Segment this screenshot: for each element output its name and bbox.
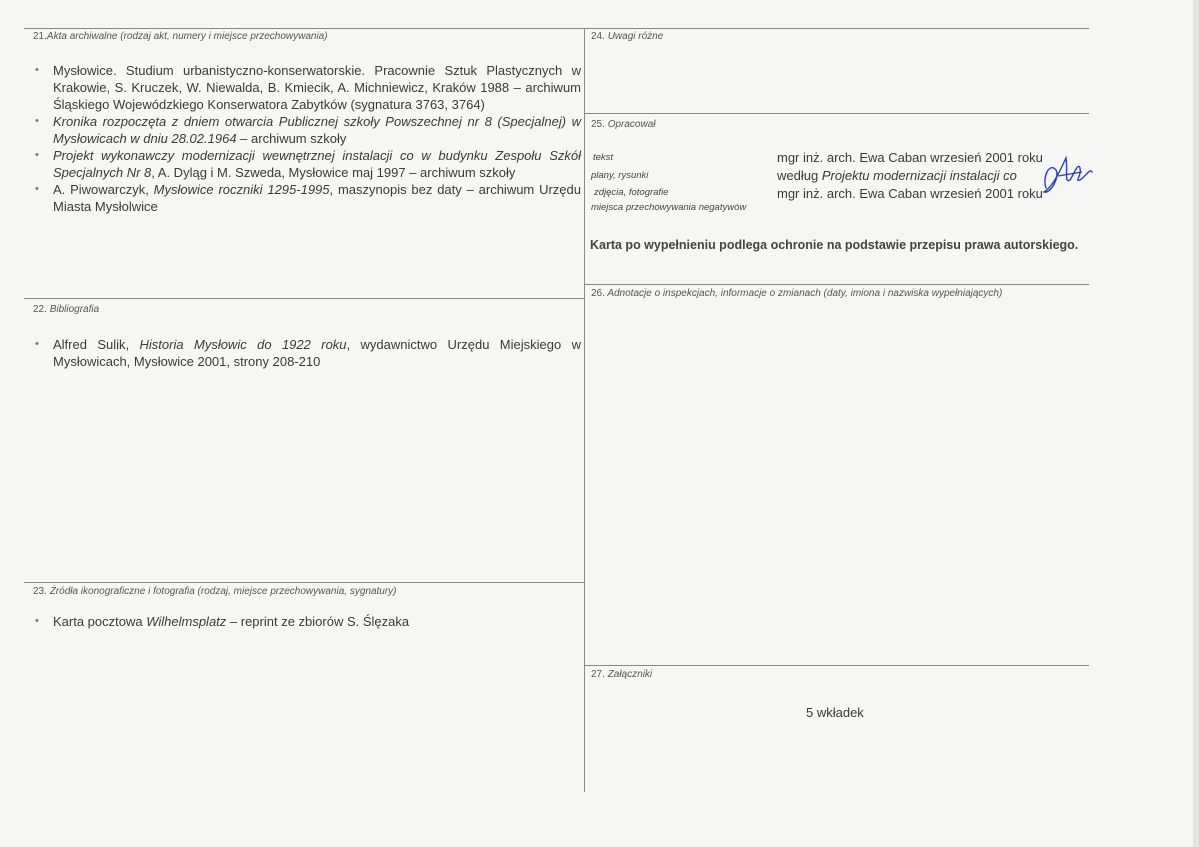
section-27-label: Załączniki bbox=[607, 669, 653, 680]
section-25-title bbox=[591, 119, 656, 130]
section-22-number: 22. bbox=[33, 304, 47, 315]
plany-label: plany, rysunki bbox=[591, 170, 649, 181]
section-26-number: 26. bbox=[591, 288, 605, 299]
section-24-number: 24. bbox=[591, 31, 605, 42]
archive-item-2: • Kronika rozpoczęta z dniem otwarcia Publicznej szkoły Powszechnej nr 8 (Specjalnej) w Mysłowicach w dniu 28.02.1964 – archiwum szkoły bbox=[33, 113, 581, 147]
section-21-list bbox=[33, 62, 581, 215]
plany-value: według Projektu modernizacji instalacji co bbox=[777, 168, 1017, 183]
tekst-label: tekst bbox=[593, 152, 614, 163]
section-21-label: Akta archiwalne (rodzaj akt, numery i miejsce przechowywania) bbox=[46, 31, 328, 42]
section-23-title bbox=[33, 586, 397, 597]
section-25-label: Opracował bbox=[607, 119, 656, 130]
section-27-number: 27. bbox=[591, 669, 605, 680]
section-22-title bbox=[33, 304, 99, 315]
archive-item-1: • Mysłowice. Studium urbanistyczno-konserwatorskie. Pracownie Sztuk Plastycznych w Krakowie, S. Kruczek, W. Niewalda, B. Kmiecik, A. Michniewicz, Kraków 1988 – archiwum Śląskiego Wojewódzkiego Konserwatora Zabytków (sygnatura 3763, 3764) bbox=[33, 62, 581, 113]
bibliography-item-1: • Alfred Sulik, Historia Mysłowic do 1922 roku, wydawnictwo Urzędu Miejskiego w Mysłowicach, Mysłowice 2001, strony 208-210 bbox=[33, 336, 581, 370]
center-divider bbox=[584, 28, 585, 792]
top-rule-left bbox=[24, 28, 584, 29]
section-23-label: Źródła ikonograficzne i fotografia (rodzaj, miejsce przechowywania, sygnatury) bbox=[49, 586, 397, 597]
rule-21-22 bbox=[24, 298, 584, 299]
section-21-number: 21. bbox=[33, 31, 47, 42]
tekst-value: mgr inż. arch. Ewa Caban wrzesień 2001 roku bbox=[777, 150, 1043, 165]
zdjecia-value: mgr inż. arch. Ewa Caban wrzesień 2001 roku bbox=[777, 186, 1043, 201]
rule-25-26 bbox=[585, 284, 1089, 285]
section-27-title bbox=[591, 669, 652, 680]
section-24-title bbox=[591, 31, 663, 42]
rule-22-23 bbox=[24, 582, 584, 583]
zdjecia-label: zdjęcia, fotografie bbox=[594, 187, 669, 198]
archive-item-4: • A. Piwowarczyk, Mysłowice roczniki 1295-1995, maszynopis bez daty – archiwum Urzędu Miasta Mysłolwice bbox=[33, 181, 581, 215]
section-23-number: 23. bbox=[33, 586, 47, 597]
rule-24-25 bbox=[585, 113, 1089, 114]
iconography-item-1: • Karta pocztowa Wilhelmsplatz – reprint ze zbiorów S. Ślęzaka bbox=[33, 613, 581, 630]
section-21-title bbox=[33, 31, 328, 42]
paper-edge bbox=[1193, 0, 1199, 847]
section-22-label: Bibliografia bbox=[49, 304, 100, 315]
section-23-list bbox=[33, 613, 581, 630]
attachments-value: 5 wkładek bbox=[806, 705, 864, 720]
signature-icon bbox=[1040, 150, 1096, 206]
top-rule-right bbox=[585, 28, 1089, 29]
section-26-label: Adnotacje o inspekcjach, informacje o zmianach (daty, imiona i nazwiska wypełniających) bbox=[607, 288, 1003, 299]
section-22-list bbox=[33, 336, 581, 370]
copyright-note: Karta po wypełnieniu podlega ochronie na podstawie przepisu prawa autorskiego. bbox=[590, 238, 1079, 252]
miejsca-label: miejsca przechowywania negatywów bbox=[591, 202, 747, 213]
archive-item-3: • Projekt wykonawczy modernizacji wewnętrznej instalacji co w budynku Zespołu Szkół Specjalnych Nr 8, A. Dyląg i M. Szweda, Mysłowice maj 1997 – archiwum szkoły bbox=[33, 147, 581, 181]
rule-26-27 bbox=[585, 665, 1089, 666]
section-26-title bbox=[591, 288, 1002, 299]
section-24-label: Uwagi różne bbox=[607, 31, 664, 42]
section-25-number: 25. bbox=[591, 119, 605, 130]
